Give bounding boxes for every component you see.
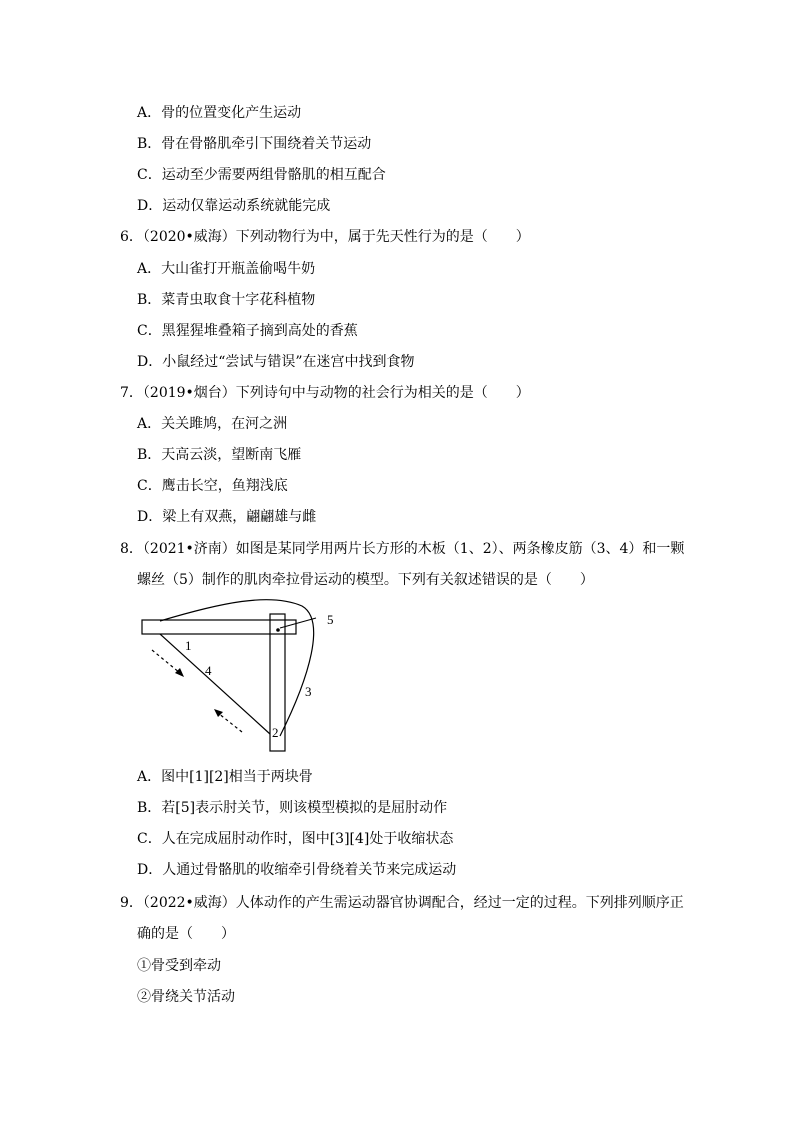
q6-option-b: B．菜青虫取食十字花科植物 [137, 292, 316, 308]
q9-stem-line1: 9．（2022•威海）人体动作的产生需运动器官协调配合，经过一定的过程。下列排列顺序正 [120, 895, 684, 911]
q7-option-b: B．天高云淡，望断南飞雁 [137, 447, 302, 463]
q9-stem-line2: 确的是（ ） [137, 926, 235, 942]
label-1: 1 [185, 638, 192, 653]
q5-option-c: C．运动至少需要两组骨骼肌的相互配合 [137, 167, 386, 183]
q5-option-a: A．骨的位置变化产生运动 [137, 105, 302, 121]
q6-option-a: A．大山雀打开瓶盖偷喝牛奶 [137, 261, 316, 277]
q9-item-2: ②骨绕关节活动 [137, 989, 235, 1005]
muscle-bone-model-diagram [130, 598, 350, 758]
arrow-up-dashed [218, 713, 242, 732]
screw-5 [276, 628, 280, 632]
label-5: 5 [327, 612, 334, 627]
board-1 [142, 620, 296, 634]
q8-option-c: C．人在完成屈肘动作时，图中[3][4]处于收缩状态 [137, 831, 454, 847]
q6-option-d: D．小鼠经过“尝试与错误”在迷宫中找到食物 [137, 354, 415, 370]
label-3: 3 [305, 684, 312, 699]
label-4: 4 [205, 663, 212, 678]
q8-stem-line1: 8．（2021•济南）如图是某同学用两片长方形的木板（1、2）、两条橡皮筋（3、4）和一颗 [120, 541, 685, 557]
label-2: 2 [272, 725, 279, 740]
q6-stem: 6．（2020•威海）下列动物行为中，属于先天性行为的是（ ） [120, 229, 530, 245]
q8-option-b: B．若[5]表示肘关节，则该模型模拟的是屈肘动作 [137, 800, 448, 816]
q6-option-c: C．黑猩猩堆叠箱子摘到高处的香蕉 [137, 323, 358, 339]
q7-option-c: C．鹰击长空，鱼翔浅底 [137, 478, 288, 494]
q7-stem: 7．（2019•烟台）下列诗句中与动物的社会行为相关的是（ ） [120, 385, 530, 401]
rubber-band-4 [160, 634, 270, 734]
q9-item-1: ①骨受到牵动 [137, 958, 221, 974]
q5-option-b: B．骨在骨骼肌牵引下围绕着关节运动 [137, 136, 372, 152]
q8-option-a: A．图中[1][2]相当于两块骨 [137, 769, 313, 785]
q7-option-a: A．关关雎鸠，在河之洲 [137, 416, 288, 432]
q8-option-d: D．人通过骨骼肌的收缩牵引骨绕着关节来完成运动 [137, 862, 457, 878]
q8-stem-line2: 螺丝（5）制作的肌肉牵拉骨运动的模型。下列有关叙述错误的是（ ） [137, 572, 594, 588]
q5-option-d: D．运动仅靠运动系统就能完成 [137, 198, 331, 214]
arrow-down-dashed [152, 650, 180, 673]
q7-option-d: D．梁上有双燕，翩翩雄与雌 [137, 509, 317, 525]
